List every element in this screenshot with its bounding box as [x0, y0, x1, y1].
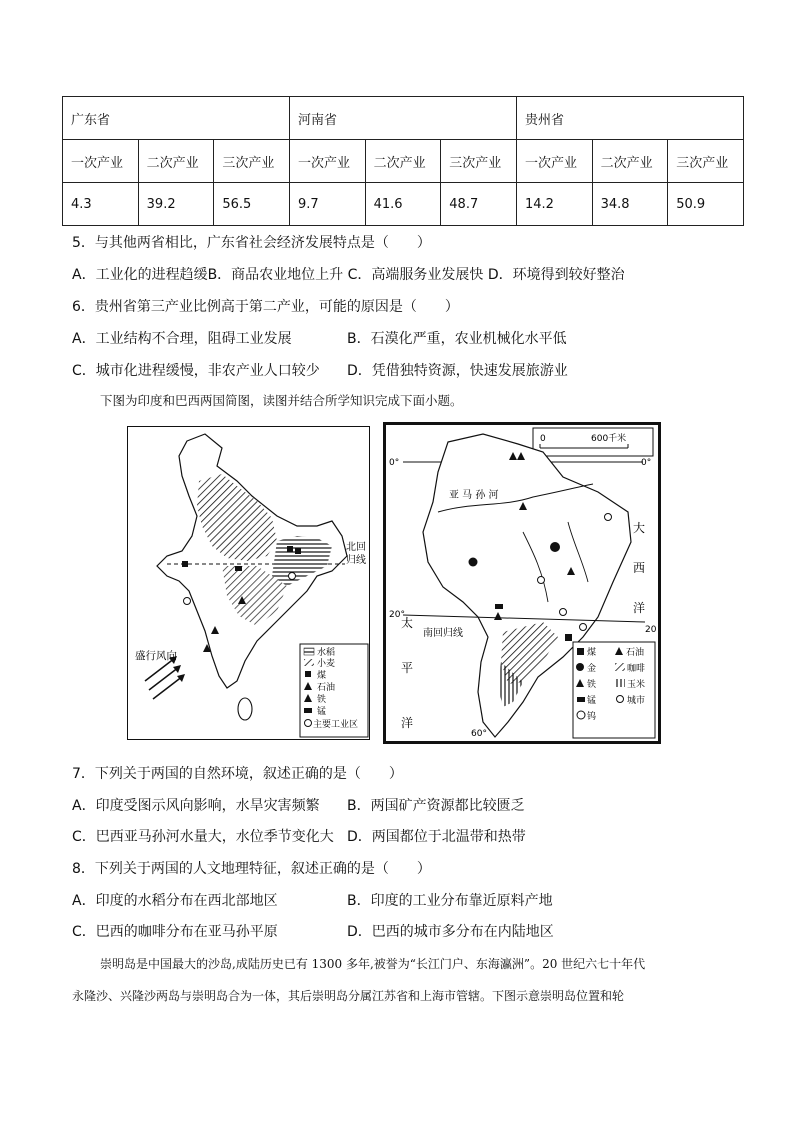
table-value-row: [63, 183, 744, 226]
table-cell: 48.7: [441, 183, 517, 226]
lat-left-label: 20°: [389, 610, 405, 620]
legend-iron: 铁: [587, 680, 597, 690]
pacific-label-1: 太: [401, 616, 414, 630]
legend-corn: 玉米: [627, 680, 646, 690]
q8-stem: 8．下列关于两国的人文地理特征，叙述正确的是（ ）: [72, 861, 431, 877]
table-cell: 4.3: [63, 183, 139, 226]
q6-option-b: B．石漠化严重，农业机械化水平低: [347, 331, 567, 347]
table-industry-row: [63, 140, 744, 183]
q6-option-c: C．城市化进程缓慢，非农产业人口较少: [72, 363, 320, 379]
tropic-label: 南回归线: [423, 628, 463, 639]
legend-coffee-swatch: [615, 663, 625, 671]
coal-symbol: [295, 548, 301, 554]
legend-manganese: 锰: [317, 707, 327, 717]
coal-symbol: [287, 546, 293, 552]
chongming-line-2: 永隆沙、兴隆沙两岛与崇明岛合为一体，其后崇明岛分属江苏省和上海市管辖。下图示意崇明岛位置和轮: [72, 989, 625, 1003]
table-cell: 二次产业: [365, 140, 441, 183]
atlantic-label-2: 西: [633, 561, 646, 575]
manganese-symbol: [495, 604, 503, 609]
legend-coal: 煤: [317, 671, 327, 681]
coal-symbol: [182, 561, 188, 567]
q8-option-a: A．印度的水稻分布在西北部地区: [72, 893, 278, 909]
q6-option-d: D．凭借独特资源，快速发展旅游业: [347, 363, 568, 379]
legend-manganese: 锰: [587, 696, 597, 706]
table-cell: 34.8: [592, 183, 668, 226]
legend-corn-swatch: [615, 679, 625, 687]
sri-lanka: [238, 698, 252, 720]
legend-coal: 煤: [587, 648, 597, 658]
legend-tungsten: 钨: [587, 712, 597, 722]
q6-stem: 6．贵州省第三产业比例高于第二产业，可能的原因是（ ）: [72, 299, 459, 315]
legend-manganese-swatch: [577, 697, 585, 702]
province-guizhou: 贵州省: [516, 97, 743, 140]
table-cell: 50.9: [668, 183, 744, 226]
legend-manganese-swatch: [304, 708, 312, 713]
legend-coal-swatch: [577, 648, 584, 655]
legend-oil: 石油: [317, 683, 336, 693]
atlantic-label-1: 大: [633, 521, 646, 535]
q8-option-b: B．印度的工业分布靠近原料产地: [347, 893, 553, 909]
atlantic-label-3: 洋: [633, 601, 646, 615]
table-cell: 一次产业: [63, 140, 139, 183]
legend-coffee: 咖啡: [627, 664, 646, 674]
legend-industrial: 主要工业区: [313, 720, 359, 730]
pacific-label-3: 洋: [401, 716, 414, 730]
table-cell: 二次产业: [138, 140, 214, 183]
city-symbol: [580, 624, 587, 631]
lat-right-label: 20: [645, 625, 657, 635]
industrial-area-symbol: [184, 598, 191, 605]
table-cell: 41.6: [365, 183, 441, 226]
legend-tungsten-swatch: [577, 711, 585, 719]
q5-options: A．工业化的进程趋缓B．商品农业地位上升 C．高端服务业发展快 D．环境得到较好整治: [72, 267, 625, 283]
q7-option-b: B．两国矿产资源都比较匮乏: [347, 798, 525, 814]
q8-option-d: D．巴西的城市多分布在内陆地区: [347, 924, 554, 940]
q7-option-a: A．印度受图示风向影响，水旱灾害频繁: [72, 798, 320, 814]
table-cell: 56.5: [214, 183, 290, 226]
table-cell: 9.7: [289, 183, 365, 226]
legend-gold-swatch: [576, 663, 584, 671]
equator-label-left: 0°: [389, 458, 400, 468]
river-label: 亚 马 孙 河: [449, 490, 499, 501]
manganese-symbol: [235, 566, 242, 571]
tropic-label-1: 北回: [346, 542, 366, 553]
gold-symbol: [469, 558, 478, 567]
legend-wheat-swatch: [304, 659, 314, 666]
legend-gold: 金: [587, 664, 597, 674]
lon-label: 60°: [471, 729, 487, 739]
table-cell: 二次产业: [592, 140, 668, 183]
chongming-line-1: 崇明岛是中国最大的沙岛,成陆历史已有 1300 多年,被誉为“长江门户、东海瀛洲”。20 世纪六七十年代: [100, 957, 646, 971]
table-header-row: [63, 97, 744, 140]
scale-label: 600千米: [591, 434, 627, 444]
legend-oil: 石油: [626, 648, 645, 658]
table-cell: 39.2: [138, 183, 214, 226]
legend-wheat: 小麦: [317, 659, 336, 669]
tropic-label-2: 归线: [346, 555, 366, 566]
table-cell: 14.2: [516, 183, 592, 226]
legend-rice: 水稻: [317, 648, 336, 658]
legend-city: 城市: [627, 696, 646, 706]
coal-symbol: [565, 634, 572, 641]
maps-intro: 下图为印度和巴西两国简图，读图并结合所学知识完成下面小题。: [100, 393, 463, 408]
table-cell: 三次产业: [668, 140, 744, 183]
q6-option-a: A．工业结构不合理，阻碍工业发展: [72, 331, 292, 347]
q7-option-d: D．两国都位于北温带和热带: [347, 829, 526, 845]
brazil-map: [383, 422, 661, 744]
q7-option-c: C．巴西亚马孙河水量大，水位季节变化大: [72, 829, 334, 845]
city-symbol: [538, 577, 545, 584]
legend-industrial-swatch: [305, 720, 312, 727]
table-cell: 一次产业: [516, 140, 592, 183]
city-symbol: [605, 514, 612, 521]
city-symbol: [560, 609, 567, 616]
q8-option-c: C．巴西的咖啡分布在亚马孙平原: [72, 924, 278, 940]
province-guangdong: 广东省: [63, 97, 290, 140]
legend-city-swatch: [617, 696, 624, 703]
province-henan: 河南省: [289, 97, 516, 140]
q7-stem: 7．下列关于两国的自然环境，叙述正确的是（ ）: [72, 766, 403, 782]
industrial-area-symbol: [289, 573, 296, 580]
scale-zero: 0: [540, 434, 546, 444]
legend-rice-swatch: [304, 648, 314, 655]
industry-structure-table: [62, 96, 744, 226]
table-cell: 三次产业: [441, 140, 517, 183]
q5-stem: 5．与其他两省相比，广东省社会经济发展特点是（ ）: [72, 235, 431, 251]
legend-iron: 铁: [317, 695, 327, 705]
pacific-label-2: 平: [401, 661, 414, 675]
table-cell: 一次产业: [289, 140, 365, 183]
table-cell: 三次产业: [214, 140, 290, 183]
legend-coal-swatch: [305, 671, 311, 677]
india-map: [127, 426, 370, 740]
wind-label: 盛行风向: [135, 650, 177, 662]
equator-label-right: 0°: [641, 458, 652, 468]
gold-symbol: [550, 542, 560, 552]
